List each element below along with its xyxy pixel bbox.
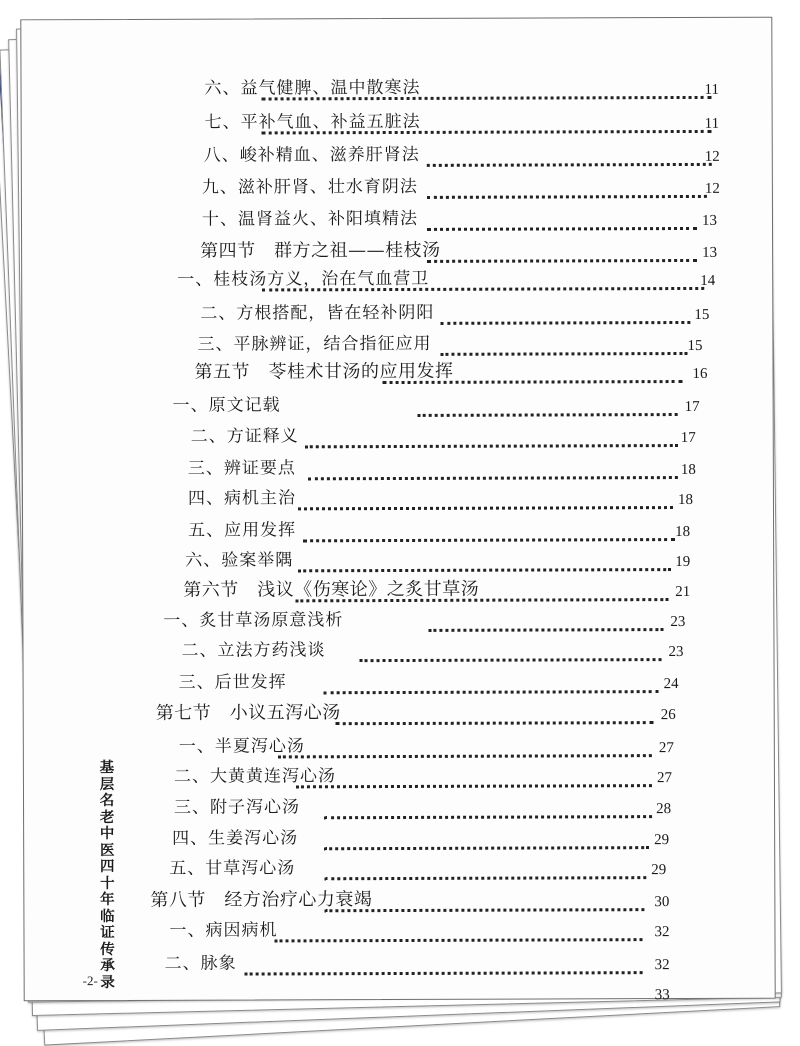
toc-entry[interactable]: [202, 206, 800, 241]
page-number: -2-: [82, 973, 98, 989]
dot-leader: [308, 476, 678, 480]
toc-page-number: 13: [702, 244, 718, 261]
toc-entry-title: 第五节 苓桂术甘汤的应用发挥: [194, 360, 454, 383]
toc-page-number: 24: [663, 676, 679, 693]
toc-entry-title: 五、甘草泻心汤: [169, 858, 296, 879]
dot-leader: [303, 538, 675, 542]
toc-page-number: 18: [677, 491, 693, 509]
dot-leader: [305, 444, 678, 448]
dot-leader: [324, 690, 659, 694]
toc-entry-title: 第七节 小议五泻心汤: [155, 702, 341, 724]
toc-entry-title: 一、炙甘草汤原意浅析: [163, 610, 344, 631]
dot-leader: [427, 163, 712, 167]
toc-entry-title: 第六节 浅议《伤寒论》之炙甘草汤: [183, 578, 480, 601]
toc-entry-title: 三、平脉辨证，结合指征应用: [197, 333, 432, 355]
toc-entry[interactable]: [172, 825, 800, 859]
toc-entry[interactable]: [163, 607, 800, 641]
toc-entry-title: 二、立法方药浅谈: [181, 640, 326, 661]
dot-leader: [298, 506, 673, 510]
dot-leader: [296, 784, 652, 788]
dot-leader: [295, 598, 668, 602]
toc-page-number: 15: [694, 306, 710, 323]
toc-entry-title: 八、峻补精血、滋养肝肾法: [203, 144, 420, 166]
toc-page-number: 27: [656, 770, 672, 787]
toc-page-number: 26: [660, 707, 676, 724]
toc-section-entry[interactable]: [156, 700, 800, 734]
toc-entry-title: 三、辨证要点: [187, 458, 296, 479]
table-of-contents: [21, 18, 774, 1004]
toc-entry-title: 四、生姜泻心汤: [172, 828, 299, 849]
book-title: 基层名老中医四十年临证传承录: [99, 759, 115, 991]
dot-leader: [440, 321, 690, 325]
toc-entry-title: 九、滋补肝肾、壮水育阴法: [201, 176, 418, 198]
toc-page-number: 21: [675, 583, 691, 601]
toc-entry-title: 三、附子泻心汤: [174, 797, 301, 818]
toc-page-number: 17: [684, 398, 700, 415]
toc-section-entry[interactable]: [183, 577, 800, 611]
toc-section-entry[interactable]: [194, 359, 800, 393]
toc-entry-title: 三、后世发挥: [178, 672, 287, 693]
dot-leader: [324, 815, 652, 819]
toc-page-number: 19: [675, 553, 691, 571]
dot-leader: [440, 352, 687, 356]
dot-leader: [427, 195, 707, 199]
dot-leader: [262, 96, 712, 101]
toc-page-number: 18: [680, 461, 696, 479]
toc-entry-title: 六、验案举隅: [185, 550, 294, 571]
toc-entry[interactable]: [188, 517, 800, 551]
toc-entry[interactable]: [169, 917, 800, 951]
toc-page-number: 12: [704, 180, 720, 197]
toc-entry[interactable]: [179, 733, 800, 767]
toc-page-number: 32: [654, 957, 670, 974]
toc-entry[interactable]: [165, 950, 800, 984]
toc-entry[interactable]: [204, 75, 800, 110]
dot-leader: [428, 628, 663, 632]
dot-leader: [427, 227, 697, 231]
toc-entry-title: 第四节 群方之祖——桂枝汤: [200, 239, 441, 262]
dot-leader: [278, 754, 652, 758]
toc-entry-title: 第八节 经方治疗心力衰竭: [150, 889, 373, 911]
dot-leader: [324, 846, 649, 850]
toc-entry[interactable]: [204, 142, 800, 177]
toc-page-number: 13: [701, 212, 718, 229]
toc-entry[interactable]: [185, 547, 800, 581]
toc-section-entry[interactable]: [150, 888, 800, 922]
toc-entry-title: 二、方根搭配，皆在轻补阴阳: [200, 302, 435, 324]
toc-entry[interactable]: [173, 392, 800, 426]
toc-page-number: 16: [692, 365, 708, 382]
toc-entry[interactable]: [191, 423, 800, 457]
toc-page-number: 23: [668, 644, 684, 661]
toc-entry-title: 二、脉象: [164, 953, 237, 974]
toc-entry[interactable]: [205, 109, 800, 144]
dot-leader: [427, 259, 697, 263]
toc-page-number: 14: [700, 272, 716, 289]
dot-leader: [324, 908, 644, 912]
toc-entry[interactable]: [179, 669, 800, 703]
toc-entry[interactable]: [169, 855, 800, 889]
toc-entry-title: 六、益气健脾、温中散寒法: [204, 77, 421, 99]
toc-entry[interactable]: [165, 980, 800, 1014]
toc-entry-title: 四、病机主治: [187, 488, 296, 509]
toc-page-number: 29: [654, 832, 670, 849]
toc-entry-title: 一、原文记载: [172, 395, 281, 416]
toc-entry-title: 二、大黄黄连泻心汤: [173, 766, 336, 787]
dot-leader: [383, 380, 683, 384]
toc-entry-title: 一、病因病机: [169, 920, 278, 941]
toc-page-number: 11: [704, 81, 720, 98]
toc-page-number: 29: [651, 862, 667, 879]
dot-leader: [360, 658, 662, 662]
dot-leader: [275, 938, 643, 942]
toc-page-number: 28: [656, 801, 672, 818]
toc-entry[interactable]: [202, 174, 800, 209]
toc-page: [20, 17, 775, 1002]
dot-leader: [324, 876, 646, 880]
toc-entry[interactable]: [188, 455, 800, 489]
toc-entry[interactable]: [174, 763, 800, 797]
toc-entry[interactable]: [200, 300, 800, 334]
toc-entry-title: 七、平补气血、补益五脏法: [204, 111, 421, 133]
toc-page-number: 23: [670, 613, 686, 631]
toc-page-number: 12: [704, 148, 720, 165]
dot-leader: [245, 971, 643, 975]
toc-page-number: 30: [654, 894, 670, 911]
toc-page-number: 27: [658, 740, 674, 757]
toc-entry-title: 五、应用发挥: [188, 520, 297, 541]
dot-leader: [336, 721, 654, 725]
toc-entry[interactable]: [174, 794, 800, 828]
toc-page-number: 11: [704, 115, 720, 132]
toc-entry-title: 十、温肾益火、补阳填精法: [201, 208, 419, 230]
toc-entry-title: 一、半夏泻心汤: [178, 736, 305, 757]
dot-leader: [298, 568, 671, 572]
toc-page-number: 33: [654, 987, 670, 1004]
dot-leader: [262, 287, 704, 292]
toc-entry-title: 一、桂枝汤方义，治在气血营卫: [177, 268, 430, 290]
toc-page-number: 15: [687, 337, 703, 354]
toc-entry[interactable]: [181, 637, 800, 671]
toc-entry-title: 二、方证释义: [190, 426, 299, 447]
toc-page-number: 18: [675, 523, 691, 541]
toc-entry[interactable]: [188, 485, 800, 519]
dot-leader: [418, 413, 678, 417]
toc-page-number: 17: [680, 429, 696, 447]
dot-leader: [262, 130, 712, 135]
toc-page-number: 32: [654, 924, 670, 941]
toc-entry[interactable]: [177, 266, 800, 301]
